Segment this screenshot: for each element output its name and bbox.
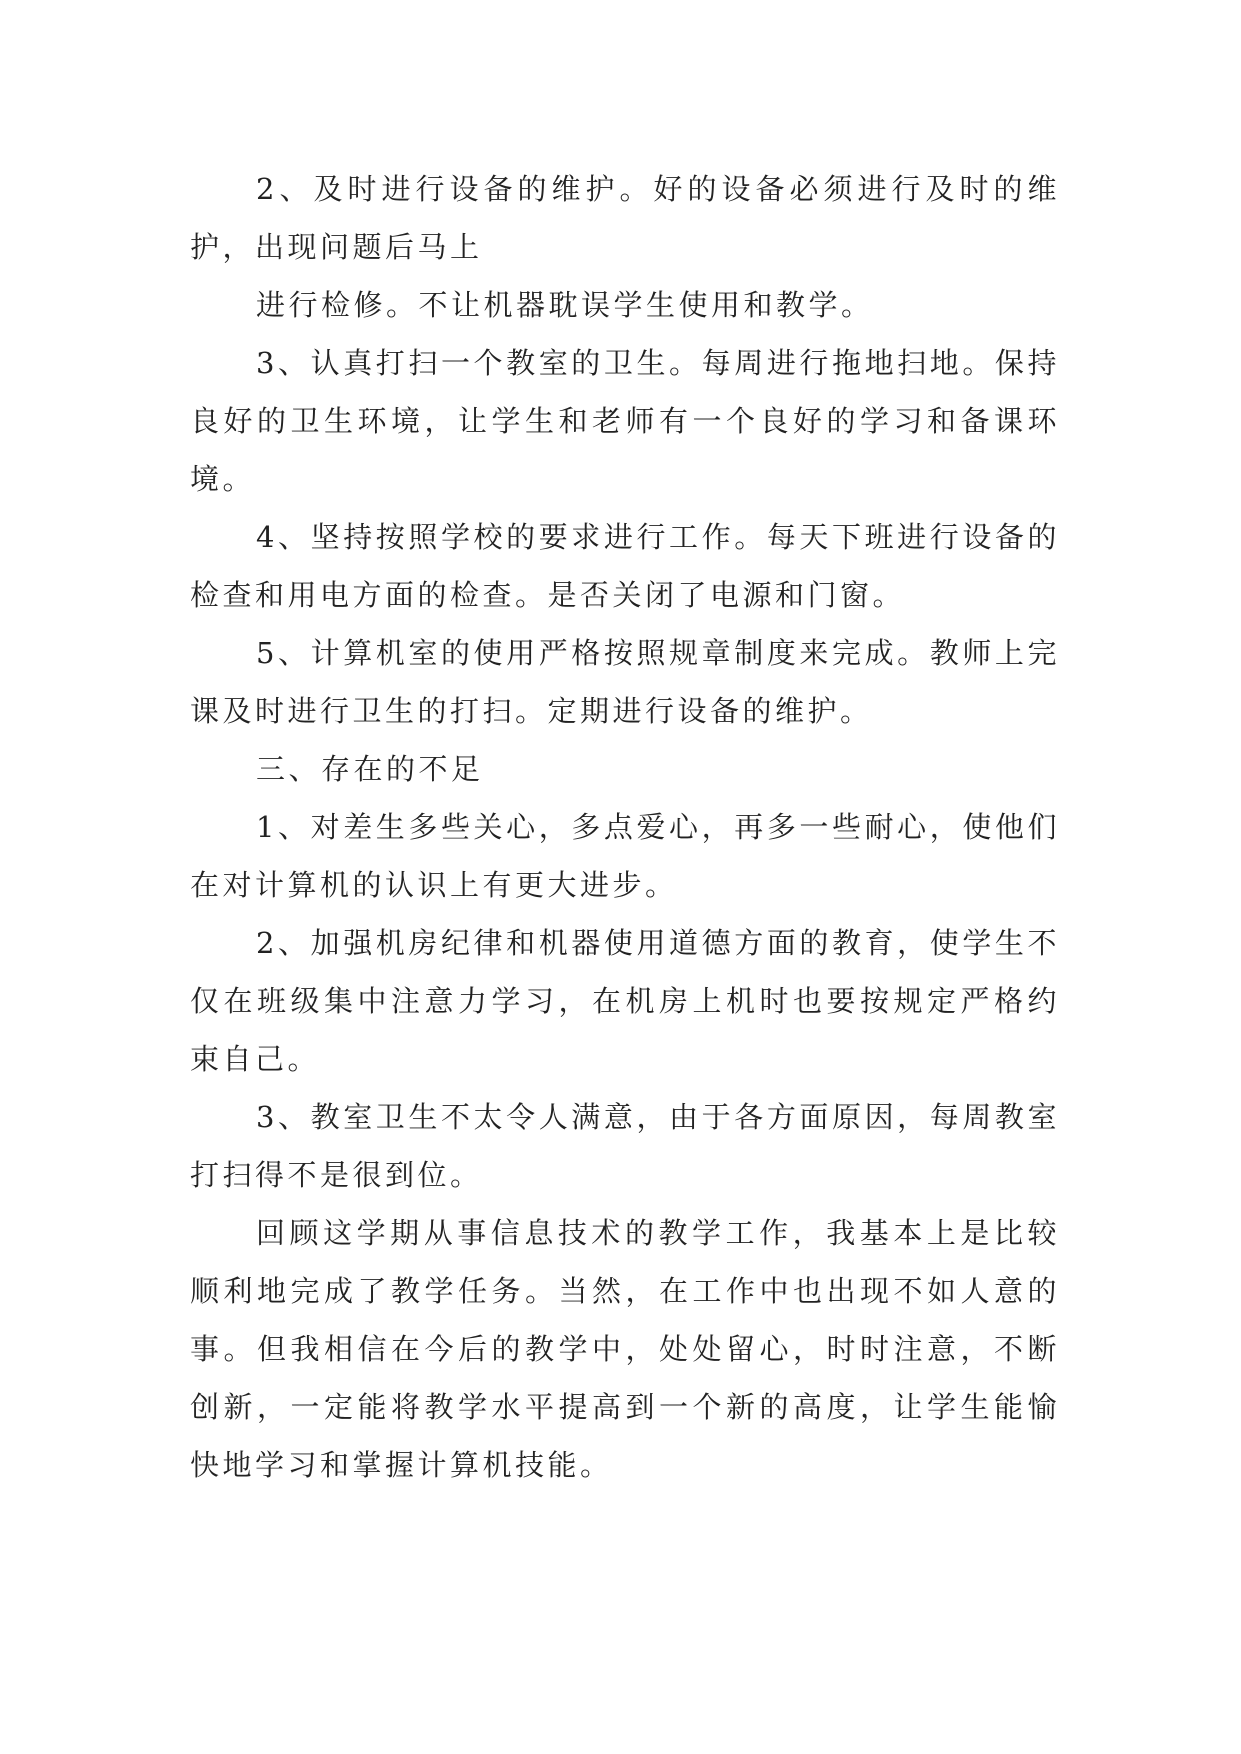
paragraph-equipment-repair: 进行检修。不让机器耽误学生使用和教学。 bbox=[256, 288, 874, 322]
paragraph-school-requirements: 4、坚持按照学校的要求进行工作。每天下班进行设备的检查和用电方面的检查。是否关闭了电源和门窗。 bbox=[190, 520, 1060, 612]
section-heading-shortcomings: 三、存在的不足 bbox=[256, 752, 484, 786]
paragraph-care-for-students: 1、对差生多些关心，多点爱心，再多一些耐心，使他们在对计算机的认识上有更大进步。 bbox=[190, 810, 1060, 902]
paragraph-conclusion: 回顾这学期从事信息技术的教学工作，我基本上是比较顺利地完成了教学任务。当然，在工作中也出现不如人意的事。但我相信在今后的教学中，处处留心，时时注意，不断创新，一定能将教学水平提高到一个新的高度，让学生能愉快地学习和掌握计算机技能。 bbox=[190, 1216, 1060, 1482]
paragraph-classroom-hygiene: 3、教室卫生不太令人满意，由于各方面原因，每周教室打扫得不是很到位。 bbox=[190, 1100, 1060, 1192]
paragraph-computer-room-rules: 5、计算机室的使用严格按照规章制度来完成。教师上完课及时进行卫生的打扫。定期进行设备的维护。 bbox=[190, 636, 1060, 728]
paragraph-classroom-cleaning: 3、认真打扫一个教室的卫生。每周进行拖地扫地。保持良好的卫生环境，让学生和老师有一个良好的学习和备课环境。 bbox=[190, 346, 1060, 496]
paragraph-equipment-maintenance: 2、及时进行设备的维护。好的设备必须进行及时的维护，出现问题后马上 bbox=[190, 172, 1060, 264]
paragraph-discipline-education: 2、加强机房纪律和机器使用道德方面的教育，使学生不仅在班级集中注意力学习，在机房上机时也要按规定严格约束自己。 bbox=[190, 926, 1060, 1076]
document-body bbox=[190, 160, 1060, 1494]
